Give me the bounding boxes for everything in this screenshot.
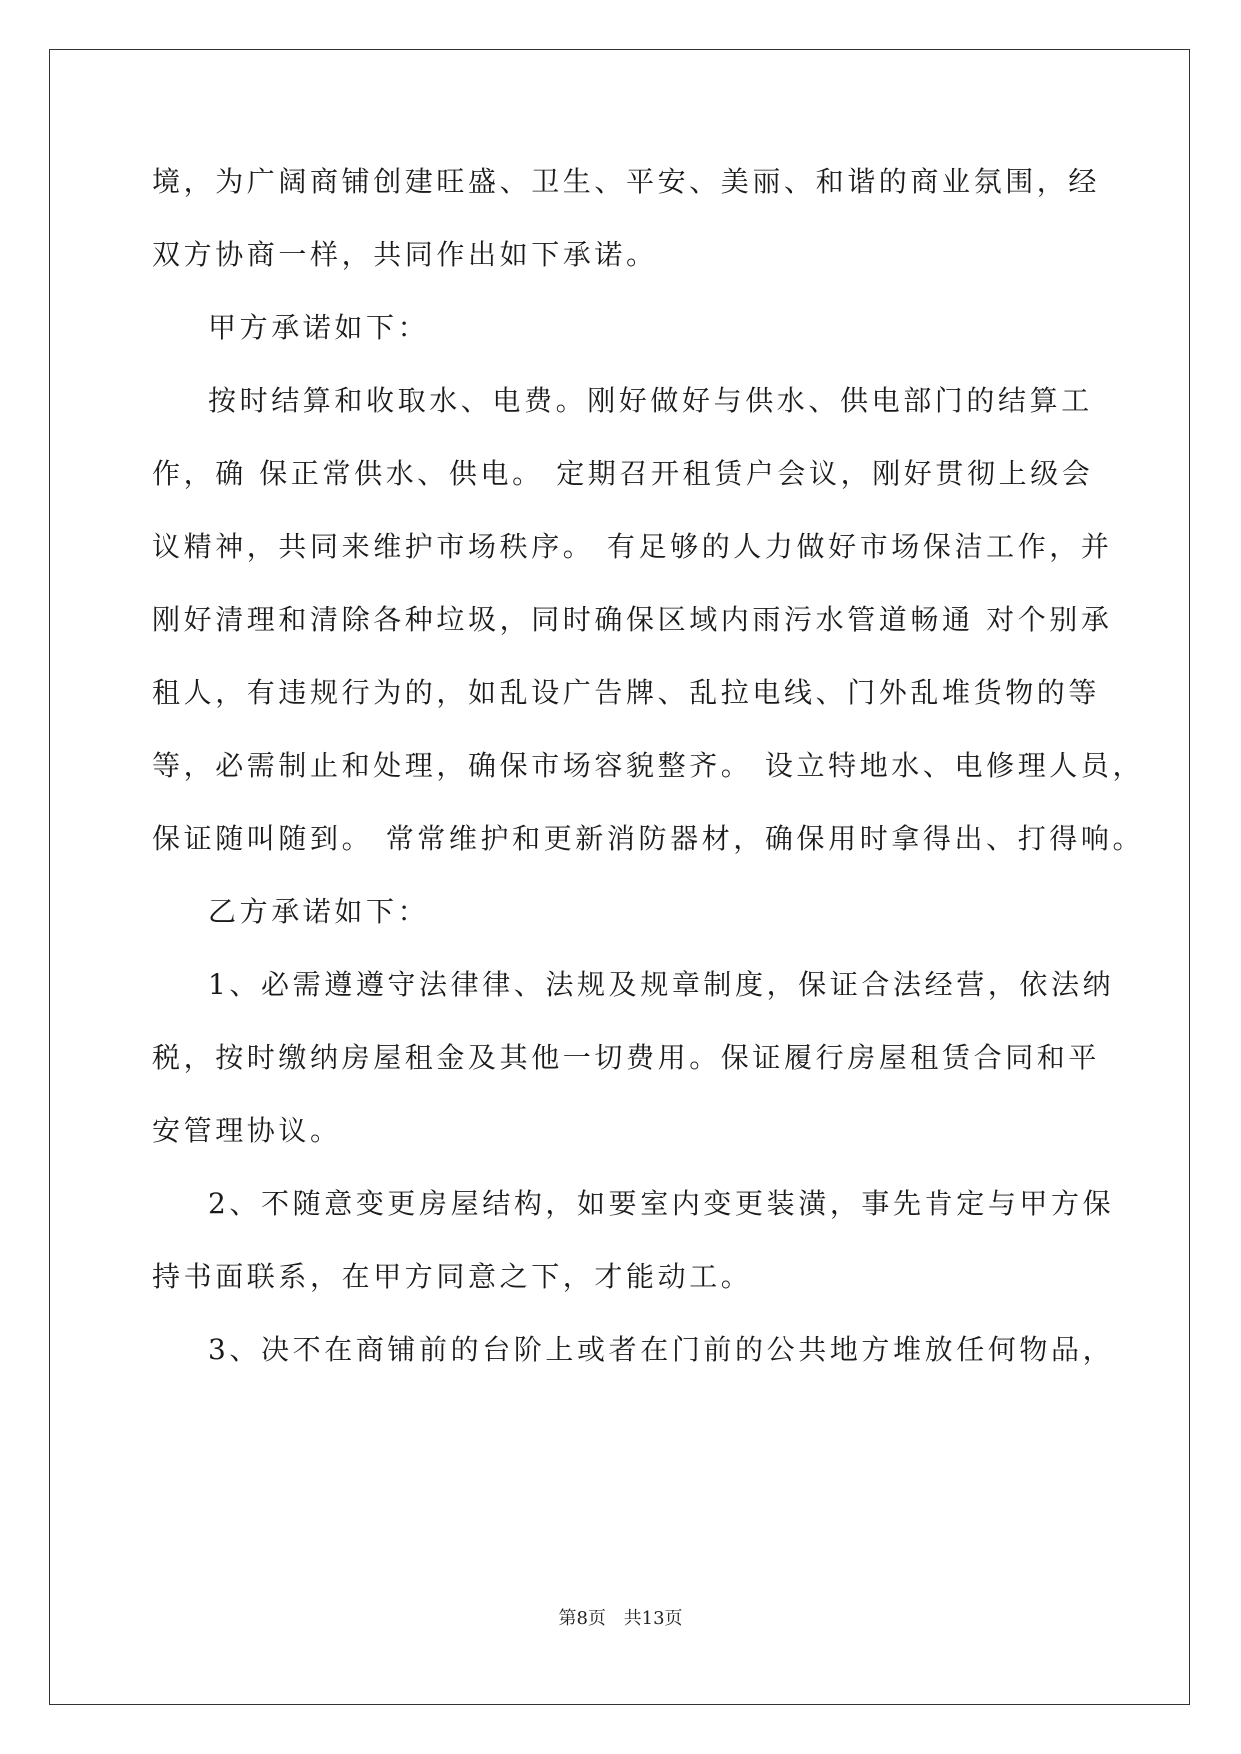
text-line: 境，为广阔商铺创建旺盛、卫生、平安、美丽、和谐的商业氛围，经 (152, 165, 1101, 198)
text-line: 2、不随意变更房屋结构，如要室内变更装潢，事先肯定与甲方保 (208, 1187, 1115, 1220)
text-line: 双方协商一样，共同作出如下承诺。 (152, 238, 658, 271)
text-line: 3、决不在商铺前的台阶上或者在门前的公共地方堆放任何物品， (208, 1333, 1115, 1366)
page-border (49, 49, 1190, 1705)
page-total: 共13页 (623, 1608, 683, 1629)
text-line: 议精神，共同来维护市场秩序。 有足够的人力做好市场保洁工作，并 (152, 530, 1113, 563)
page-footer (0, 1607, 1241, 1631)
text-line: 税，按时缴纳房屋租金及其他一切费用。保证履行房屋租赁合同和平 (152, 1041, 1101, 1074)
text-line: 1、必需遵遵守法律律、法规及规章制度，保证合法经营，依法纳 (208, 968, 1115, 1001)
text-line: 按时结算和收取水、电费。刚好做好与供水、供电部门的结算工 (208, 384, 1093, 417)
text-line: 等，必需制止和处理，确保市场容貌整齐。 设立特地水、电修理人员， (152, 749, 1145, 782)
text-line: 持书面联系，在甲方同意之下，才能动工。 (152, 1260, 753, 1293)
section-heading-party-b: 乙方承诺如下： (208, 895, 430, 928)
text-line: 租人，有违规行为的，如乱设广告牌、乱拉电线、门外乱堆货物的等 (152, 676, 1101, 709)
text-line: 作，确 保正常供水、供电。 定期召开租赁户会议，刚好贯彻上级会 (152, 457, 1094, 490)
section-heading-party-a: 甲方承诺如下： (208, 311, 430, 344)
text-line: 保证随叫随到。 常常维护和更新消防器材，确保用时拿得出、打得响。 (152, 822, 1145, 855)
page-number: 第8页 (558, 1608, 606, 1629)
text-line: 刚好清理和清除各种垃圾，同时确保区域内雨污水管道畅通 对个别承 (152, 603, 1113, 636)
text-line: 安管理协议。 (152, 1114, 342, 1147)
